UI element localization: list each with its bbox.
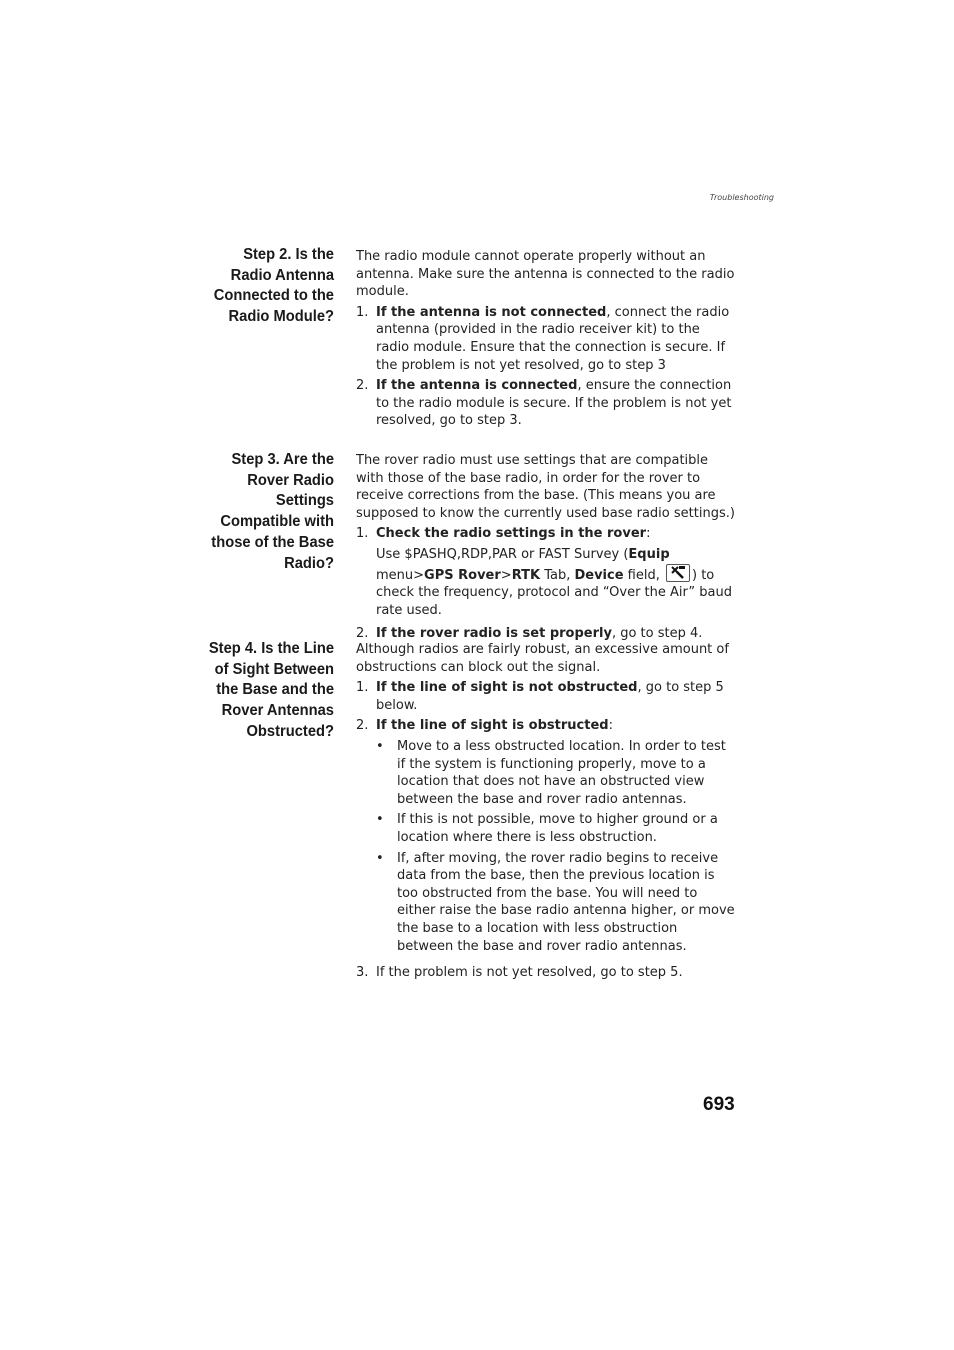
item-text: , ensure the connection to the radio module is secure. If the problem is not yet resolved, go to step 3. (376, 378, 732, 429)
item-number: 2. (356, 718, 369, 734)
bullet-text: Move to a less obstructed location. In order to test if the system is functioning properly, move to a location that does not have an obstructed view between the base and rover radio antennas. (397, 738, 726, 807)
item-bold: If the antenna is not connected (376, 304, 607, 320)
step2-heading (187, 245, 334, 328)
menu-gps-rover: GPS Rover (424, 567, 501, 583)
item-number: 1. (356, 680, 369, 696)
item-text: : (608, 718, 613, 734)
heading-line: Radio Module? (228, 308, 334, 326)
bullet-dot: • (376, 812, 384, 828)
heading-line: those of the Base (211, 533, 334, 551)
bullet-text: If, after moving, the rover radio begins to receive data from the base, then the previous location is too obstructed from the base. You will need to either raise the base radio antenna higher, or move the base to a location with less obstruction between the base and rover radio antennas. (397, 850, 735, 954)
step3-heading (187, 450, 334, 574)
item-bold: If the line of sight is not obstructed (376, 680, 638, 696)
text-run: ) to check the frequency, protocol and “Over the Air” baud rate used. (376, 567, 732, 618)
step4-item-2 (356, 717, 736, 735)
heading-line: Rover Radio (247, 471, 334, 489)
step2-intro: The radio module cannot operate properly without an antenna. Make sure the antenna is connected to the radio module. (356, 249, 735, 300)
item-text: , go to step 4. (611, 626, 703, 642)
heading-line: of Sight Between (214, 660, 334, 678)
item-bold: Check the radio settings in the rover (376, 526, 647, 542)
bullet-item (356, 811, 736, 846)
step2-body (356, 248, 736, 433)
bullet-dot: • (376, 738, 384, 754)
item-number: 2. (356, 378, 369, 394)
menu-equip: Equip (628, 546, 670, 562)
item-number: 3. (356, 965, 369, 981)
text-run: field, (623, 567, 664, 583)
bullet-item (356, 850, 736, 956)
heading-line: Step 3. Are the (231, 451, 334, 468)
bullet-item (356, 738, 736, 808)
step4-item-3 (356, 964, 736, 982)
heading-line: Settings (275, 492, 334, 510)
item-text: If the problem is not yet resolved, go to step 5. (376, 965, 683, 981)
step2-item-1 (356, 304, 736, 374)
step4-heading (187, 639, 334, 743)
heading-line: Compatible with (220, 513, 334, 531)
heading-line: Obstructed? (246, 722, 334, 740)
page-number: 693 (703, 1094, 735, 1115)
step3-intro: The rover radio must use settings that are compatible with those of the base radio, in order for the rover to receive corrections from the base. (This means you are supposed to know the currently used base radio settings.) (356, 453, 735, 521)
step3-sub-instructions (356, 546, 736, 619)
text-run: Tab, (540, 567, 575, 583)
heading-line: Radio? (284, 554, 334, 572)
bullet-dot: • (376, 850, 384, 866)
heading-line: the Base and the (216, 681, 334, 699)
item-text: , go to step 5 below. (376, 680, 724, 713)
step4-item-1 (356, 679, 736, 714)
field-device: Device (574, 567, 624, 583)
heading-line: Step 4. Is the Line (208, 640, 334, 657)
text-run: Use $PASHQ,RDP,PAR or FAST Survey ( (376, 546, 629, 562)
step4-intro: Although radios are fairly robust, an excessive amount of obstructions can block out the signal. (356, 642, 729, 675)
item-number: 1. (356, 526, 369, 542)
item-bold: If the rover radio is set properly (376, 626, 612, 642)
heading-line: Step 2. Is the (243, 246, 334, 263)
text-run: > (500, 567, 512, 583)
item-bold: If the line of sight is obstructed (376, 718, 609, 734)
item-number: 2. (356, 626, 369, 642)
heading-line: Radio Antenna (230, 266, 334, 284)
item-text: , connect the radio antenna (provided in the radio receiver kit) to the radio module. Ensure that the connection is secure. If the problem is not yet resolved, go to step 3 (376, 304, 730, 373)
tools-icon (666, 564, 690, 582)
running-head: Troubleshooting (709, 193, 774, 202)
tab-rtk: RTK (511, 567, 541, 583)
step2-item-2 (356, 377, 736, 430)
item-bold: If the antenna is connected (376, 378, 578, 394)
item-number: 1. (356, 304, 369, 320)
step3-item-1 (356, 525, 736, 543)
item-text: : (646, 526, 651, 542)
step3-body (356, 452, 736, 646)
heading-line: Rover Antennas (221, 702, 334, 720)
step4-body (356, 641, 736, 985)
bullet-text: If this is not possible, move to higher ground or a location where there is less obstruction. (397, 812, 718, 845)
heading-line: Connected to the (213, 287, 334, 305)
text-run: menu> (376, 567, 425, 583)
